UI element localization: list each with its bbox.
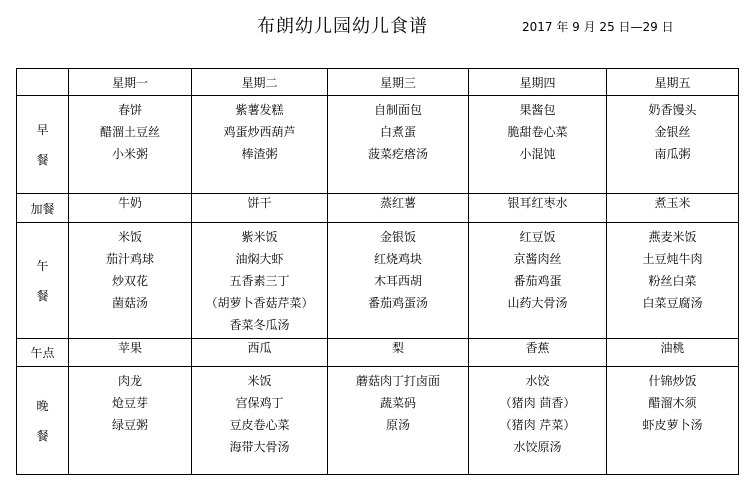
dish: 蔬菜码 — [379, 396, 416, 410]
meal-label: 晚 餐 — [17, 367, 69, 475]
day-header: 星期二 — [192, 69, 328, 96]
dish: 炒双花 — [111, 274, 148, 288]
dish: 肉龙 — [117, 374, 142, 388]
meal-label: 早 餐 — [17, 96, 69, 194]
dish: （胡萝卜香菇芹菜） — [205, 296, 314, 310]
dish: 醋溜土豆丝 — [99, 125, 160, 139]
day-header: 星期三 — [328, 69, 469, 96]
menu-cell — [328, 96, 469, 194]
menu-cell: 饼干 — [192, 194, 328, 223]
dish: （猪肉 茴香） — [499, 396, 576, 410]
menu-cell — [69, 96, 192, 194]
dish: （猪肉 芹菜） — [499, 418, 576, 432]
dish: 紫薯发糕 — [235, 103, 284, 117]
dish: 白菜豆腐汤 — [642, 296, 703, 310]
dish: 海带大骨汤 — [229, 440, 290, 454]
menu-cell: 苹果 — [69, 339, 192, 367]
dish: 红烧鸡块 — [373, 252, 422, 266]
dish: 小混饨 — [519, 147, 556, 161]
dish: 春饼 — [117, 103, 142, 117]
dish: 番茄鸡蛋汤 — [367, 296, 428, 310]
dish: 自制面包 — [373, 103, 422, 117]
dish: 豆皮卷心菜 — [229, 418, 290, 432]
dish: 木耳西胡 — [373, 274, 422, 288]
dish: 水饺原汤 — [513, 440, 562, 454]
day-header: 星期五 — [607, 69, 739, 96]
menu-cell — [469, 367, 607, 475]
menu-cell — [607, 96, 739, 194]
dish: 油焖大虾 — [235, 252, 284, 266]
meal-row-lunch — [17, 223, 739, 339]
dish: 粉丝白菜 — [648, 274, 697, 288]
menu-cell: 香蕉 — [469, 339, 607, 367]
menu-cell: 油桃 — [607, 339, 739, 367]
menu-cell: 煮玉米 — [607, 194, 739, 223]
dish: 棒渣粥 — [241, 147, 278, 161]
menu-cell — [328, 223, 469, 339]
menu-cell — [192, 367, 328, 475]
dish: 醋溜木须 — [648, 396, 697, 410]
dish: 米饭 — [247, 374, 272, 388]
menu-cell — [192, 96, 328, 194]
dish: 果酱包 — [519, 103, 556, 117]
meal-row-snack — [17, 194, 739, 223]
dish: 炝豆芽 — [111, 396, 148, 410]
dish: 白煮蛋 — [379, 125, 416, 139]
dish: 宫保鸡丁 — [235, 396, 284, 410]
header-row — [17, 69, 739, 96]
dish: 土豆炖牛肉 — [642, 252, 703, 266]
menu-cell — [469, 223, 607, 339]
meal-row-afternoon-snack — [17, 339, 739, 367]
dish: 红豆饭 — [519, 230, 556, 244]
dish: 金银饭 — [379, 230, 416, 244]
day-header: 星期一 — [69, 69, 192, 96]
menu-cell: 银耳红枣水 — [469, 194, 607, 223]
meal-label: 加餐 — [17, 194, 69, 223]
meal-row-dinner — [17, 367, 739, 475]
dish: 番茄鸡蛋 — [513, 274, 562, 288]
dish: 水饺 — [525, 374, 550, 388]
meal-label: 午点 — [17, 339, 69, 367]
dish: 奶香馒头 — [648, 103, 697, 117]
dish: 五香素三丁 — [229, 274, 290, 288]
menu-cell — [607, 223, 739, 339]
menu-cell — [69, 223, 192, 339]
dish: 菠菜疙瘩汤 — [367, 147, 428, 161]
dish: 茄汁鸡球 — [105, 252, 154, 266]
page-title: 布朗幼儿园幼儿食谱 — [257, 16, 428, 37]
dish: 原汤 — [385, 418, 410, 432]
dish: 小米粥 — [111, 147, 148, 161]
menu-cell: 梨 — [328, 339, 469, 367]
corner-cell — [17, 69, 69, 96]
dish: 什锦炒饭 — [648, 374, 697, 388]
dish: 香菜冬瓜汤 — [229, 318, 290, 332]
meal-row-breakfast — [17, 96, 739, 194]
date-range: 2017 年 9 月 25 日—29 日 — [522, 20, 674, 34]
dish: 米饭 — [117, 230, 142, 244]
menu-cell — [328, 367, 469, 475]
dish: 蘑菇肉丁打卤面 — [355, 374, 440, 388]
menu-cell — [192, 223, 328, 339]
menu-cell — [69, 367, 192, 475]
day-header: 星期四 — [469, 69, 607, 96]
dish: 绿豆粥 — [111, 418, 148, 432]
menu-cell — [607, 367, 739, 475]
menu-cell: 西瓜 — [192, 339, 328, 367]
dish: 菌菇汤 — [111, 296, 148, 310]
dish: 山药大骨汤 — [507, 296, 568, 310]
dish: 鸡蛋炒西葫芦 — [223, 125, 296, 139]
dish: 燕麦米饭 — [648, 230, 697, 244]
menu-cell — [469, 96, 607, 194]
dish: 京酱肉丝 — [513, 252, 562, 266]
menu-cell: 蒸红薯 — [328, 194, 469, 223]
dish: 南瓜粥 — [654, 147, 691, 161]
dish: 金银丝 — [654, 125, 691, 139]
menu-table — [16, 68, 739, 475]
dish: 虾皮萝卜汤 — [642, 418, 703, 432]
menu-cell: 牛奶 — [69, 194, 192, 223]
meal-label: 午 餐 — [17, 223, 69, 339]
dish: 脆甜卷心菜 — [507, 125, 568, 139]
dish: 紫米饭 — [241, 230, 278, 244]
